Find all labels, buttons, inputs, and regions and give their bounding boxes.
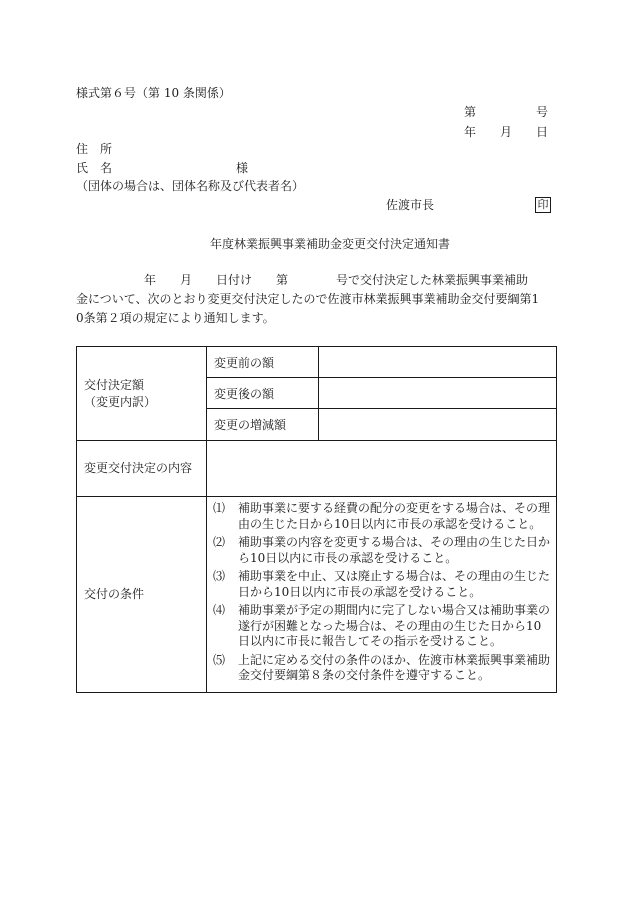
conditions-cell: [207, 497, 557, 693]
change-amount-label: 変更の増減額: [207, 409, 319, 441]
body-line-1: 年 月 日付け 第 号で交付決定した林業振興事業補助: [144, 273, 529, 287]
honorific: 様: [236, 161, 249, 175]
conditions-label: 交付の条件: [77, 497, 207, 693]
amount-sub-label: （変更内訳）: [84, 394, 157, 409]
table-row: [77, 347, 557, 378]
content-label: 変更交付決定の内容: [77, 441, 207, 497]
document-number: 第 号: [464, 105, 549, 119]
condition-text: 補助事業に要する経費の配分の変更をする場合は、その理由の生じた日から10日以内に市長の承認を受けること。: [238, 501, 551, 531]
seal-stamp: 印: [535, 197, 551, 213]
condition-item: [213, 603, 552, 650]
before-amount-label: 変更前の額: [207, 347, 319, 378]
condition-item: [213, 569, 552, 600]
after-amount-value: [319, 378, 557, 409]
table-row: [77, 441, 557, 497]
before-amount-value: [319, 347, 557, 378]
condition-number: ⑷: [213, 603, 226, 617]
amount-label: 交付決定額: [84, 377, 145, 392]
condition-number: ⑴: [213, 501, 226, 515]
address-label: 住 所: [76, 142, 113, 156]
document-date: 年 月 日: [464, 125, 549, 139]
document-title: 年度林業振興事業補助金変更交付決定通知書: [210, 237, 451, 251]
after-amount-label: 変更後の額: [207, 378, 319, 409]
body-line-2: 金について、次のとおり変更交付決定したので佐渡市林業振興事業補助金交付要綱第1: [76, 292, 540, 306]
sender-title: 佐渡市長: [386, 198, 435, 212]
table-row: [77, 497, 557, 693]
name-label: 氏 名: [76, 161, 113, 175]
condition-number: ⑵: [213, 535, 226, 549]
condition-text: 補助事業を中止、又は廃止する場合は、その理由の生じた日から10日以内に市長の承認を受けること。: [238, 569, 551, 599]
condition-text: 補助事業の内容を変更する場合は、その理由の生じた日から10日以内に市長の承認を受けること。: [238, 535, 551, 565]
form-number: 様式第６号（第 10 条関係）: [76, 86, 231, 100]
amount-label-cell: [77, 347, 207, 441]
condition-text: 上記に定める交付の条件のほか、佐渡市林業振興事業補助金交付要綱第８条の交付条件を遵守すること。: [238, 652, 551, 682]
condition-number: ⑸: [213, 652, 226, 667]
organization-note: （団体の場合は、団体名称及び代表者名）: [76, 179, 305, 193]
condition-item: [213, 501, 552, 532]
body-line-3: 0条第２項の規定により通知します。: [76, 311, 275, 325]
condition-item: [213, 653, 552, 684]
grant-table: [76, 346, 557, 693]
change-amount-value: [319, 409, 557, 441]
content-value: [207, 441, 557, 497]
condition-text: 補助事業が予定の期間内に完了しない場合又は補助事業の遂行が困難となった場合は、その理由の生じた日から10日以内に市長に報告してその指示を受けること。: [238, 603, 551, 648]
condition-item: [213, 535, 552, 566]
condition-number: ⑶: [213, 569, 226, 583]
